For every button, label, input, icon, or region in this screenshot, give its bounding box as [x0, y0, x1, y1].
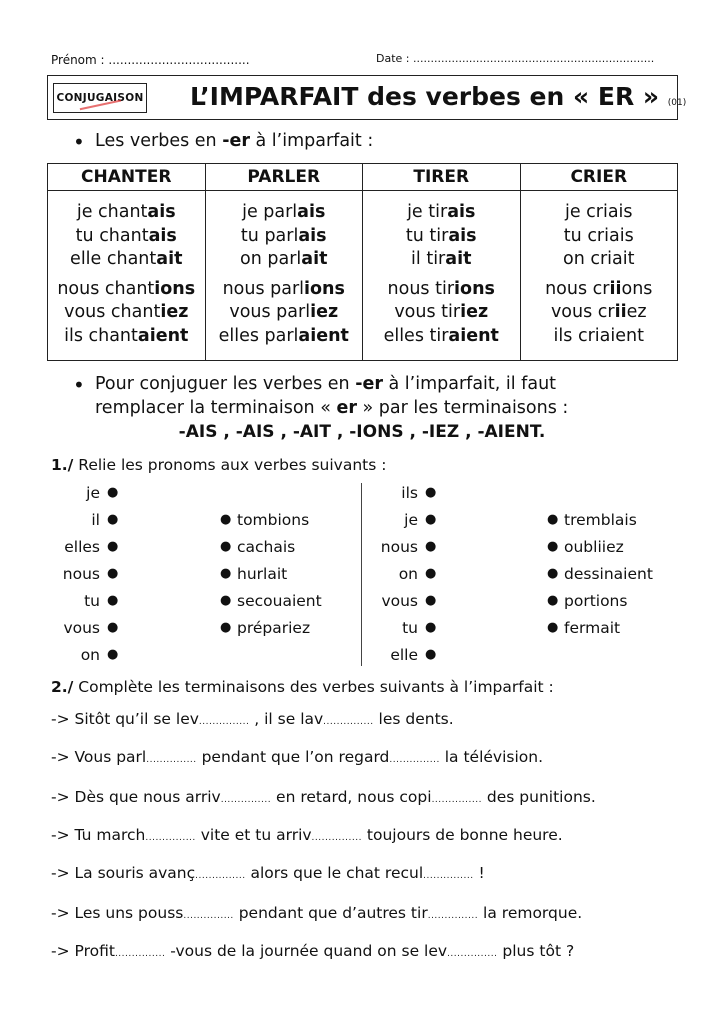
- answer-blank[interactable]: ...............: [311, 833, 362, 843]
- conjugation-cell: je criais tu criais on criait nous criions vous criiez ils criaient: [520, 191, 678, 361]
- match-dot[interactable]: ●: [107, 566, 119, 581]
- exercise-1-instruction: 1./ Relie les pronoms aux verbes suivants :: [51, 456, 387, 474]
- answer-blank[interactable]: ...............: [198, 717, 250, 727]
- answer-blank[interactable]: ...............: [195, 871, 246, 881]
- pronoun-item: je: [86, 484, 100, 502]
- match-dot[interactable]: ●: [220, 620, 232, 635]
- answer-blank[interactable]: ...............: [114, 949, 166, 959]
- answer-blank[interactable]: ...............: [145, 833, 196, 843]
- verb-item: portions: [564, 592, 628, 610]
- match-dot[interactable]: ●: [107, 593, 119, 608]
- verb-item: prépariez: [237, 619, 311, 637]
- answer-blank[interactable]: ...............: [389, 755, 440, 765]
- match-dot[interactable]: ●: [547, 620, 559, 635]
- verb-item: secouaient: [237, 592, 322, 610]
- match-dot[interactable]: ●: [220, 512, 232, 527]
- match-dot[interactable]: ●: [220, 593, 232, 608]
- verb-item: cachais: [237, 538, 296, 556]
- page-title: L’IMPARFAIT des verbes en « ER » (01): [190, 82, 687, 111]
- pronoun-item: elles: [64, 538, 100, 556]
- match-dot[interactable]: ●: [547, 512, 559, 527]
- exercise-2-instruction: 2./ Complète les terminaisons des verbes suivants à l’imparfait :: [51, 678, 554, 696]
- match-dot[interactable]: ●: [107, 539, 119, 554]
- sentence-item: -> Les uns pouss............... pendant que d’autres tir............... la remorque.: [51, 904, 583, 922]
- match-dot[interactable]: ●: [107, 647, 119, 662]
- verb-item: hurlait: [237, 565, 288, 583]
- verb-item: fermait: [564, 619, 621, 637]
- match-dot[interactable]: ●: [547, 593, 559, 608]
- conjugation-cell: je parlais tu parlais on parlait nous parlions vous parliez elles parlaient: [205, 191, 363, 361]
- verb-item: tombions: [237, 511, 310, 529]
- pronoun-item: elle: [390, 646, 418, 664]
- answer-blank[interactable]: ...............: [146, 755, 197, 765]
- pronoun-item: vous: [381, 592, 418, 610]
- pronoun-item: on: [398, 565, 418, 583]
- conjugation-cell: je chantais tu chantais elle chantait nous chantions vous chantiez ils chantaient: [48, 191, 206, 361]
- conjugation-cell: je tirais tu tirais il tirait nous tirions vous tiriez elles tiraient: [363, 191, 521, 361]
- answer-blank[interactable]: ...............: [183, 911, 234, 921]
- match-dot[interactable]: ●: [107, 512, 119, 527]
- match-dot[interactable]: ●: [425, 647, 437, 662]
- table-header: CRIER: [520, 164, 678, 191]
- table-header: CHANTER: [48, 164, 206, 191]
- match-dot[interactable]: ●: [425, 512, 437, 527]
- date-field[interactable]: Date : .....................................................................: [376, 52, 655, 65]
- rule-line-2: remplacer la terminaison « er » par les terminaisons :: [95, 398, 569, 418]
- answer-blank[interactable]: ...............: [427, 911, 479, 921]
- match-dot[interactable]: ●: [425, 593, 437, 608]
- match-dot[interactable]: ●: [547, 539, 559, 554]
- answer-blank[interactable]: ...............: [447, 949, 498, 959]
- pronoun-item: nous: [62, 565, 100, 583]
- match-dot[interactable]: ●: [220, 566, 232, 581]
- sentence-item: -> Vous parl............... pendant que l’on regard............... la télévision.: [51, 748, 544, 766]
- sentence-item: -> La souris avanç............... alors que le chat recul............... !: [51, 864, 485, 882]
- sentence-item: -> Sitôt qu’il se lev............... , il se lav............... les dents.: [51, 710, 454, 728]
- match-dot[interactable]: ●: [107, 620, 119, 635]
- match-dot[interactable]: ●: [547, 566, 559, 581]
- match-dot[interactable]: ●: [425, 620, 437, 635]
- sentence-item: -> Dès que nous arriv............... en retard, nous copi............... des punitions.: [51, 788, 596, 806]
- rule-bullet: • Pour conjuguer les verbes en -er à l’imparfait, il faut: [95, 374, 556, 394]
- answer-blank[interactable]: ...............: [323, 717, 374, 727]
- intro-bullet: • Les verbes en -er à l’imparfait :: [95, 131, 373, 151]
- match-dot[interactable]: ●: [425, 539, 437, 554]
- pronoun-item: vous: [63, 619, 100, 637]
- conjugation-table: [47, 163, 678, 361]
- pronoun-item: on: [80, 646, 100, 664]
- match-dot[interactable]: ●: [107, 485, 119, 500]
- match-dot[interactable]: ●: [425, 566, 437, 581]
- answer-blank[interactable]: ...............: [423, 871, 474, 881]
- verb-item: tremblais: [564, 511, 637, 529]
- verb-item: dessinaient: [564, 565, 653, 583]
- endings-list: -AIS , -AIS , -AIT , -IONS , -IEZ , -AIENT.: [178, 422, 546, 442]
- sentence-item: -> Profit............... -vous de la journée quand on se lev............... plus tôt ?: [51, 942, 575, 960]
- verb-item: oubliiez: [564, 538, 624, 556]
- column-divider: [361, 483, 362, 666]
- pronoun-item: tu: [402, 619, 418, 637]
- table-header: PARLER: [205, 164, 363, 191]
- pronoun-item: tu: [84, 592, 100, 610]
- answer-blank[interactable]: ...............: [220, 795, 272, 805]
- pronoun-item: je: [404, 511, 418, 529]
- prenom-field[interactable]: Prénom : .....................................: [51, 53, 250, 67]
- pronoun-item: nous: [380, 538, 418, 556]
- conjugaison-logo: CONJUGAISON: [53, 83, 147, 113]
- answer-blank[interactable]: ...............: [431, 795, 482, 805]
- match-dot[interactable]: ●: [220, 539, 232, 554]
- table-header: TIRER: [363, 164, 521, 191]
- match-dot[interactable]: ●: [425, 485, 437, 500]
- sentence-item: -> Tu march............... vite et tu arriv............... toujours de bonne heure.: [51, 826, 563, 844]
- pronoun-item: ils: [401, 484, 418, 502]
- pronoun-item: il: [91, 511, 100, 529]
